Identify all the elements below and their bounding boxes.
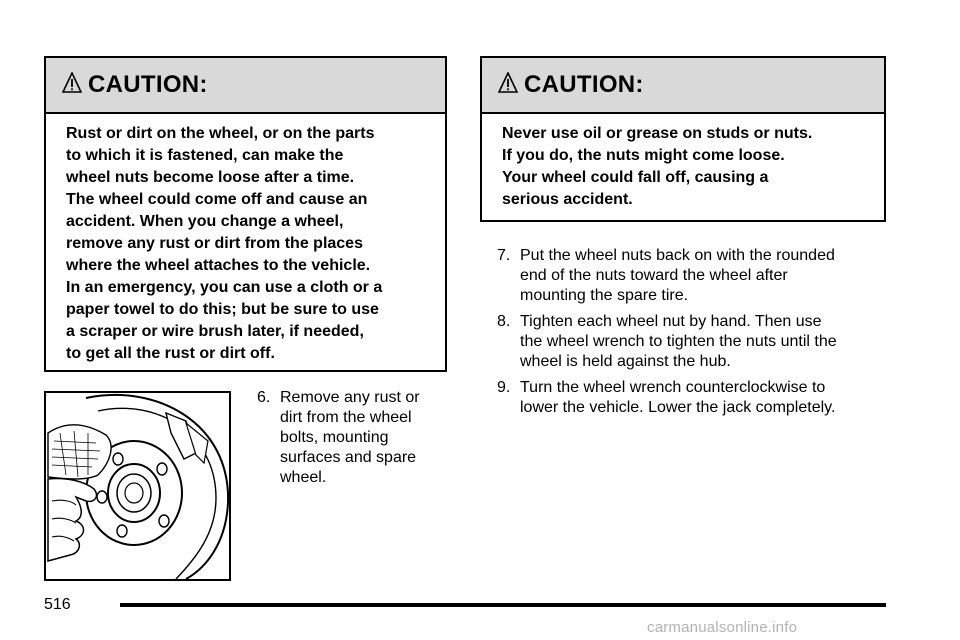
caution-line: In an emergency, you can use a cloth or a: [66, 279, 383, 296]
step-line: dirt from the wheel: [280, 409, 412, 426]
caution-box-oil: [480, 56, 886, 222]
caution-line: accident. When you change a wheel,: [66, 213, 344, 230]
step-text: [280, 388, 420, 488]
wheel-hub-cleaning-illustration: [44, 391, 231, 581]
caution-line: If you do, the nuts might come loose.: [502, 147, 785, 164]
step-text: [520, 378, 835, 418]
caution-line: wheel nuts become loose after a time.: [66, 169, 355, 186]
caution-text: [482, 114, 884, 211]
caution-line: Rust or dirt on the wheel, or on the parts: [66, 125, 375, 142]
caution-line: The wheel could come off and cause an: [66, 191, 368, 208]
caution-line: Your wheel could fall off, causing a: [502, 169, 769, 186]
step-line: surfaces and spare: [280, 449, 417, 466]
step-number: 7.: [497, 247, 511, 264]
caution-line: to which it is fastened, can make the: [66, 147, 344, 164]
warning-triangle-icon: [62, 72, 82, 94]
watermark: carmanualsonline.info: [647, 619, 798, 636]
step-line: mounting the spare tire.: [520, 287, 689, 304]
caution-header: [482, 58, 884, 114]
step-line: Turn the wheel wrench counterclockwise to: [520, 379, 826, 396]
caution-title: CAUTION:: [88, 71, 208, 98]
step-line: lower the vehicle. Lower the jack completely.: [520, 399, 836, 416]
footer-rule: [120, 603, 886, 607]
caution-line: a scraper or wire brush later, if needed,: [66, 323, 364, 340]
caution-box-rust: [44, 56, 447, 372]
caution-line: where the wheel attaches to the vehicle.: [66, 257, 371, 274]
step-line: the wheel wrench to tighten the nuts until the: [520, 333, 837, 350]
caution-header: [46, 58, 445, 114]
caution-line: to get all the rust or dirt off.: [66, 345, 275, 362]
step-line: wheel.: [280, 469, 327, 486]
step-line: end of the nuts toward the wheel after: [520, 267, 788, 284]
step-number: 9.: [497, 379, 511, 396]
caution-line: Never use oil or grease on studs or nuts.: [502, 125, 813, 142]
caution-line: remove any rust or dirt from the places: [66, 235, 363, 252]
caution-line: paper towel to do this; but be sure to use: [66, 301, 379, 318]
step-line: bolts, mounting: [280, 429, 389, 446]
step-text: [520, 246, 835, 306]
step-number: 6.: [257, 389, 271, 406]
step-line: wheel is held against the hub.: [520, 353, 731, 370]
warning-triangle-icon: [498, 72, 518, 94]
caution-text: [46, 114, 445, 365]
page-number: 516: [44, 596, 71, 613]
caution-title: CAUTION:: [524, 71, 644, 98]
wheel-hub-drawing: [46, 393, 229, 579]
step-number: 8.: [497, 313, 511, 330]
step-line: Remove any rust or: [280, 389, 420, 406]
step-line: Tighten each wheel nut by hand. Then use: [520, 313, 822, 330]
step-text: [520, 312, 837, 372]
step-line: Put the wheel nuts back on with the rounded: [520, 247, 835, 264]
caution-line: serious accident.: [502, 191, 633, 208]
